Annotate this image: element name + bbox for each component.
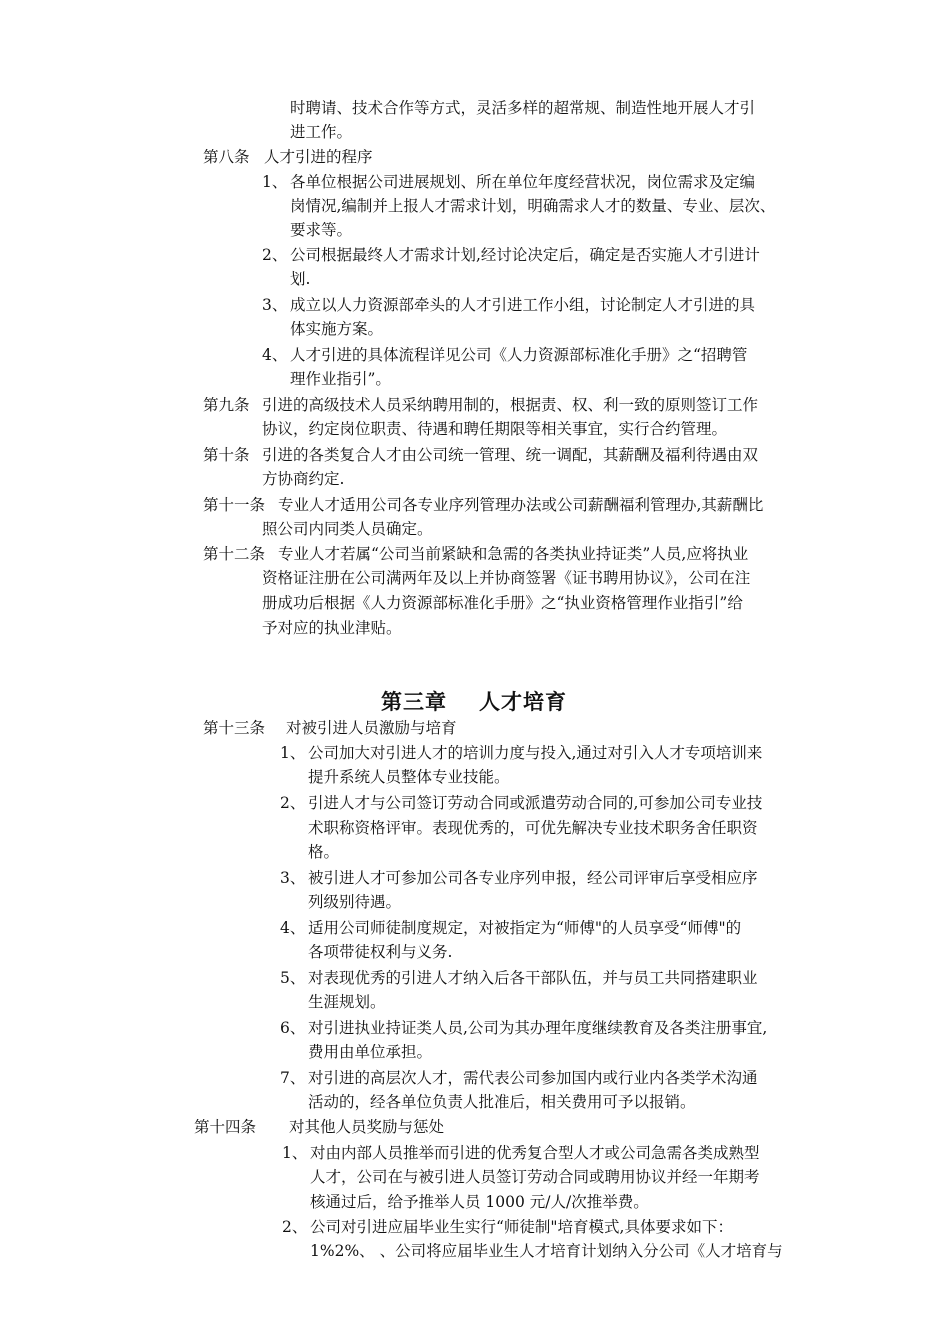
paragraph-line: 时聘请、技术合作等方式，灵活多样的超常规、制造性地开展人才引 [290, 99, 756, 117]
list-item-text: 活动的，经各单位负责人批准后，相关费用可予以报销。 [308, 1093, 696, 1111]
list-item-text: 被引进人才可参加公司各专业序列申报，经公司评审后享受相应序 [308, 869, 758, 887]
chapter-number: 第三章 [381, 689, 447, 714]
list-item-text: 对引进执业持证类人员,公司为其办理年度继续教育及各类注册事宜, [308, 1019, 768, 1037]
list-number: 3、 [262, 296, 288, 314]
list-item-text: 公司对引进应届毕业生实行“师徒制"培育模式,具体要求如下： [310, 1218, 733, 1236]
list-number: 5、 [280, 969, 306, 987]
article-text: 专业人才若属“公司当前紧缺和急需的各类执业持证类”人员,应将执业 [278, 545, 749, 563]
paragraph-line: 进工作。 [290, 123, 353, 141]
list-item-text: 各单位根据公司进展规划、所在单位年度经营状况，岗位需求及定编 [290, 173, 756, 191]
list-item-text: 公司根据最终人才需求计划,经讨论决定后，确定是否实施人才引进计 [290, 246, 760, 264]
list-item-text: 划. [290, 270, 311, 288]
article-heading: 对被引进人员激励与培育 [286, 719, 457, 737]
list-number: 7、 [280, 1069, 306, 1087]
list-item-text: 术职称资格评审。表现优秀的，可优先解决专业技术职务舍任职资 [308, 819, 758, 837]
list-number: 1、 [282, 1144, 308, 1162]
list-item-text: 公司加大对引进人才的培训力度与投入,通过对引入人才专项培训来 [308, 744, 763, 762]
list-item-text: 人才，公司在与被引进人员签订劳动合同或聘用协议并经一年期考 [310, 1168, 760, 1186]
list-item-text: 格。 [308, 843, 340, 861]
list-item-text: 岗情况,编制并上报人才需求计划，明确需求人才的数量、专业、层次、 [290, 197, 776, 215]
article-label: 第十四条 [194, 1118, 257, 1136]
article-label: 第十二条 [203, 545, 266, 563]
article-text: 资格证注册在公司满两年及以上并协商签署《证书聘用协议》，公司在注 [262, 569, 751, 587]
list-item-text: 要求等。 [290, 221, 353, 239]
list-item-text: 体实施方案。 [290, 320, 384, 338]
list-item-text: 理作业指引”。 [290, 370, 391, 388]
list-item-text: 人才引进的具体流程详见公司《人力资源部标准化手册》之“招聘管 [290, 346, 748, 364]
list-item-text: 1%2%、 、公司将应届毕业生人才培育计划纳入分公司《人才培育与 [310, 1242, 783, 1260]
list-item-text: 费用由单位承担。 [308, 1043, 433, 1061]
article-label: 第十条 [203, 446, 250, 464]
list-number: 2、 [262, 246, 288, 264]
article-text: 予对应的执业津贴。 [262, 619, 402, 637]
article-heading: 人才引进的程序 [264, 148, 373, 166]
chapter-title: 人才培育 [479, 689, 567, 714]
list-item-text: 适用公司师徒制度规定，对被指定为“师傅"的人员享受“师傅"的 [308, 919, 742, 937]
list-item-text: 引进人才与公司签订劳动合同或派遣劳动合同的,可参加公司专业技 [308, 794, 763, 812]
list-number: 1、 [280, 744, 306, 762]
list-number: 2、 [282, 1218, 308, 1236]
list-item-text: 对表现优秀的引进人才纳入后各干部队伍，并与员工共同搭建职业 [308, 969, 758, 987]
list-item-text: 各项带徒权利与义务. [308, 943, 453, 961]
article-text: 册成功后根据《人力资源部标准化手册》之“执业资格管理作业指引”给 [262, 594, 743, 612]
article-label: 第九条 [203, 396, 250, 414]
article-text: 协议，约定岗位职责、待遇和聘任期限等相关事宜，实行合约管理。 [262, 420, 728, 438]
list-number: 4、 [280, 919, 306, 937]
article-label: 第八条 [203, 148, 250, 166]
list-item-text: 成立以人力资源部牵头的人才引进工作小组，讨论制定人才引进的具 [290, 296, 756, 314]
list-item-text: 核通过后，给予推举人员 1000 元/人/次推举费。 [310, 1193, 649, 1211]
article-label: 第十一条 [203, 496, 266, 514]
article-text: 引进的各类复合人才由公司统一管理、统一调配，其薪酬及福利待遇由双 [262, 446, 759, 464]
article-text: 方协商约定. [262, 470, 345, 488]
article-heading: 对其他人员奖励与惩处 [289, 1118, 445, 1136]
article-label: 第十三条 [203, 719, 266, 737]
article-text: 引进的高级技术人员采纳聘用制的，根据责、权、利一致的原则签订工作 [262, 396, 759, 414]
list-item-text: 对由内部人员推举而引进的优秀复合型人才或公司急需各类成熟型 [310, 1144, 760, 1162]
list-number: 6、 [280, 1019, 306, 1037]
list-item-text: 列级别待遇。 [308, 893, 402, 911]
list-number: 2、 [280, 794, 306, 812]
list-number: 1、 [262, 173, 288, 191]
article-text: 专业人才适用公司各专业序列管理办法或公司薪酬福利管理办,其薪酬比 [278, 496, 764, 514]
list-item-text: 提升系统人员整体专业技能。 [308, 768, 510, 786]
list-item-text: 对引进的高层次人才，需代表公司参加国内或行业内各类学术沟通 [308, 1069, 758, 1087]
list-number: 3、 [280, 869, 306, 887]
article-text: 照公司内同类人员确定。 [262, 520, 433, 538]
list-item-text: 生涯规划。 [308, 993, 386, 1011]
list-number: 4、 [262, 346, 288, 364]
